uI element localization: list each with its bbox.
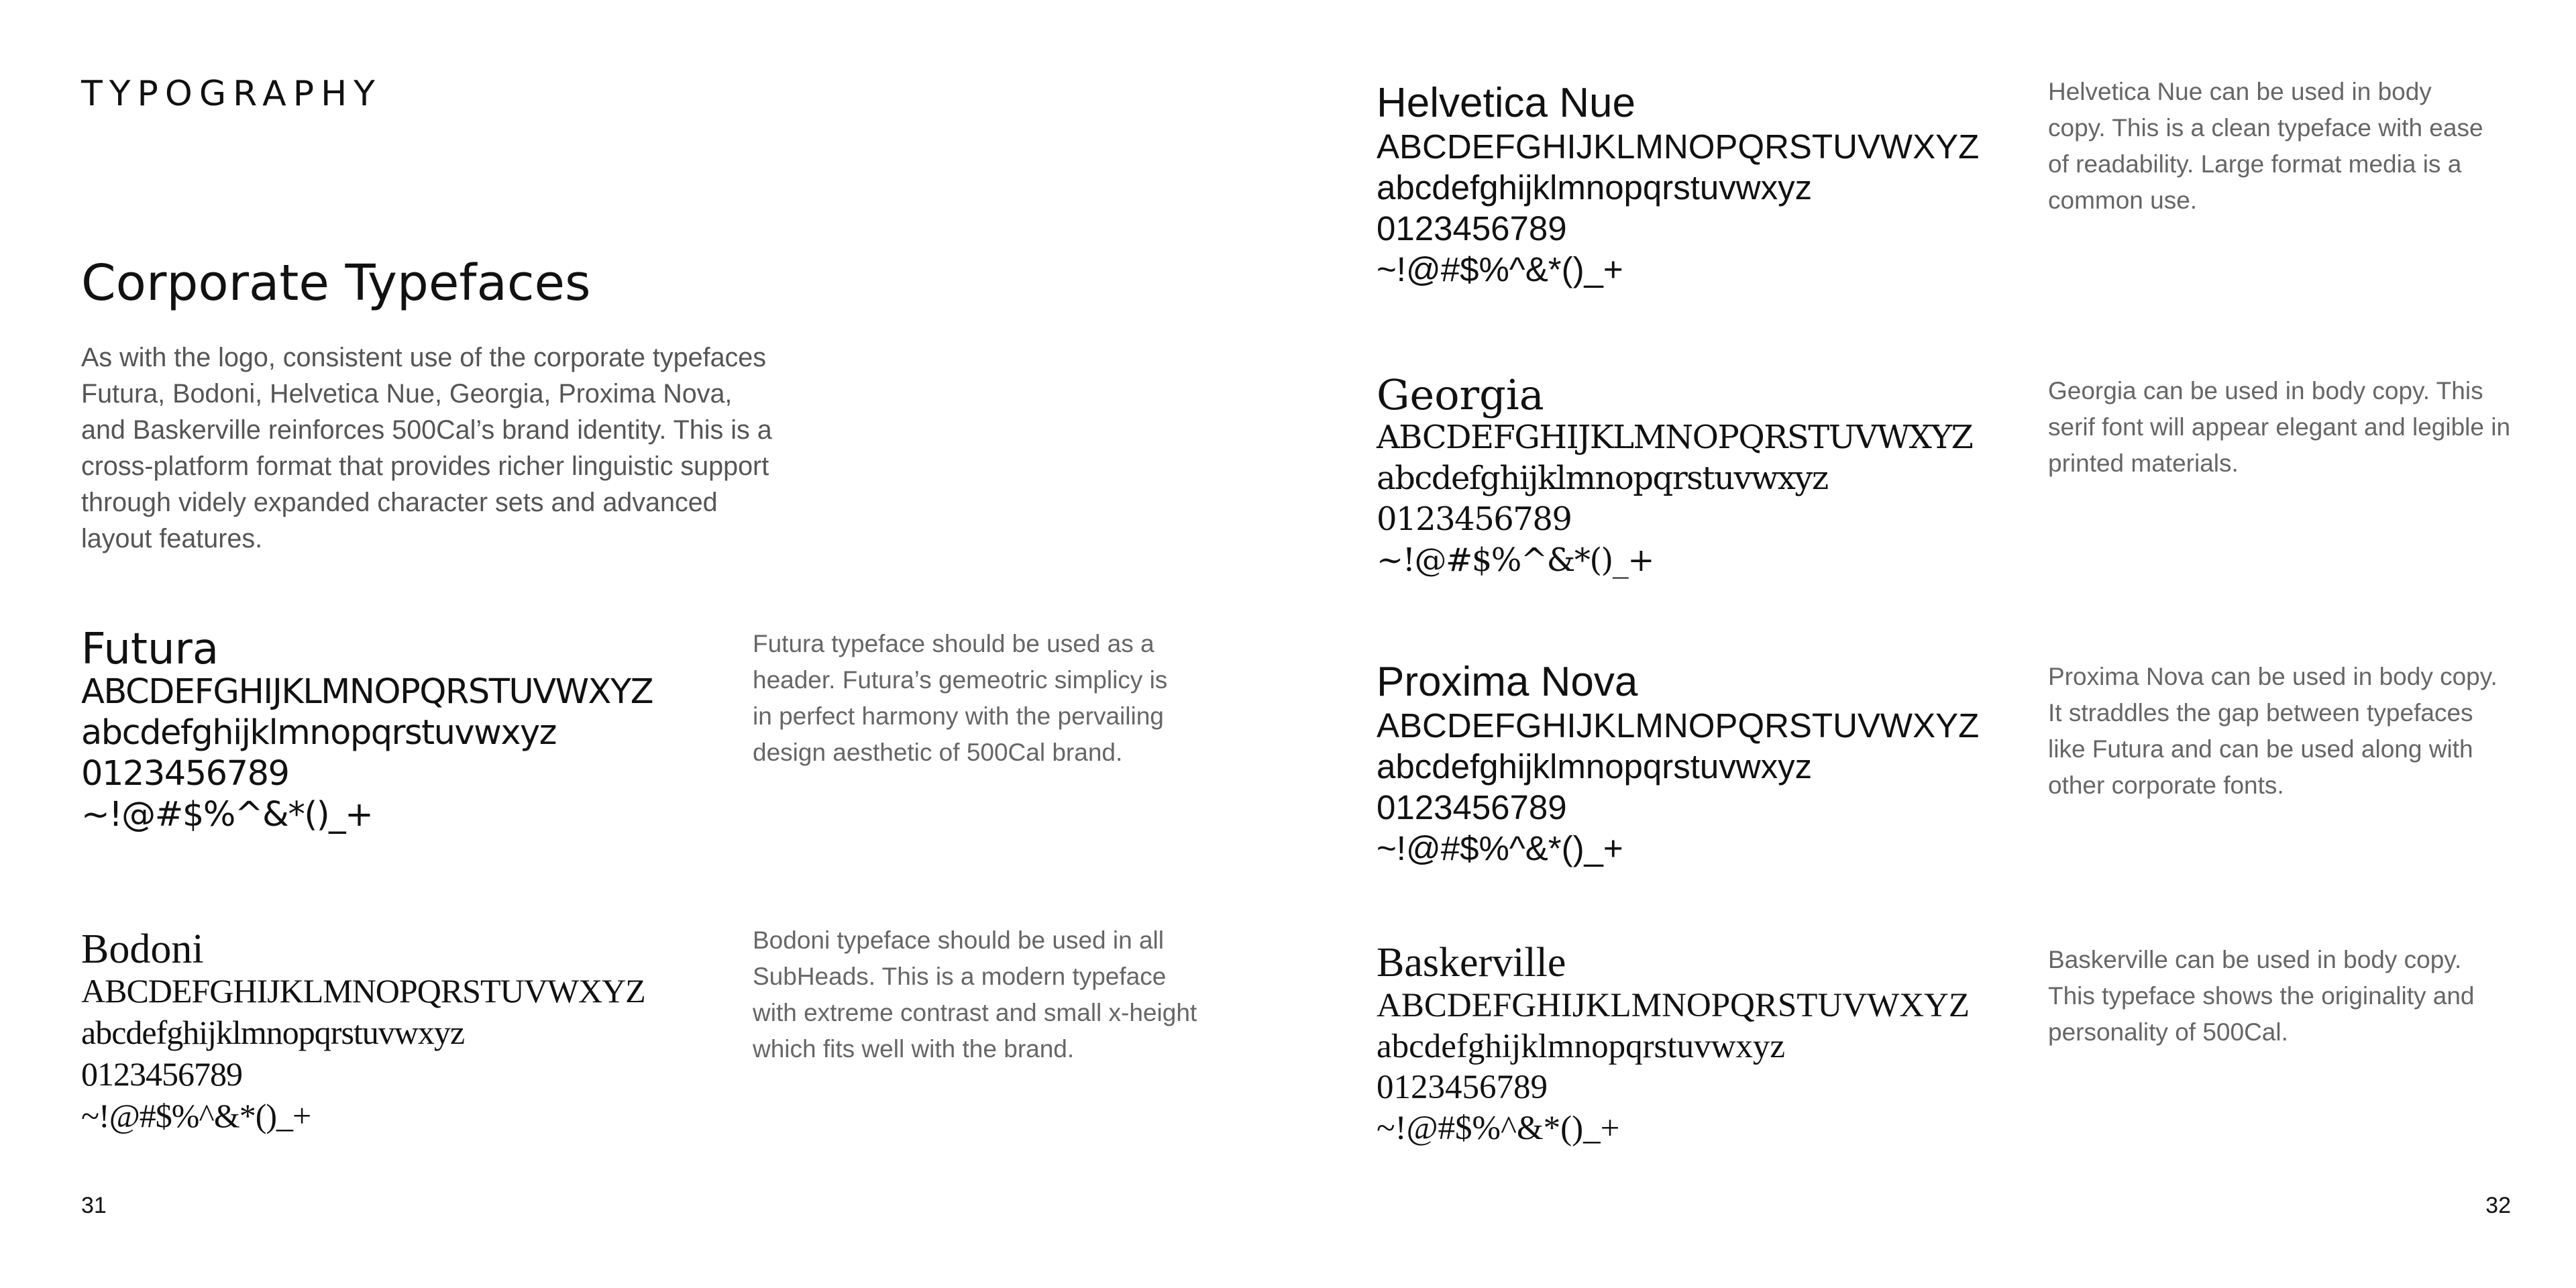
helvetica-specimen [1377,80,1980,293]
typeface-name: Georgia [1377,370,1544,419]
lowercase-sample: abcdefghijklmnopqrstuvwxyz [81,713,556,753]
page-number-left: 31 [81,1193,107,1218]
description-line: design aesthetic of 500Cal brand. [753,739,1123,766]
digits-sample: 0123456789 [1377,1069,1548,1106]
description-line: It straddles the gap between typefaces [2048,699,2473,727]
description-line: printed materials. [2048,449,2239,477]
symbols-sample: ~!@#$%^&*()_+ [1377,1110,1620,1147]
georgia-description [2048,373,2531,482]
lowercase-sample: abcdefghijklmnopqrstuvwxyz [1377,747,1813,786]
digits-sample: 0123456789 [1377,788,1567,826]
page-number-right: 32 [2485,1193,2511,1218]
uppercase-sample: ABCDEFGHIJKLMNOPQRSTUVWXYZ [1377,987,1970,1024]
symbols-sample: ~!@#$%^&*()_+ [1377,829,1623,867]
description-line: in perfect harmony with the pervailing [753,702,1164,730]
uppercase-sample: ABCDEFGHIJKLMNOPQRSTUVWXYZ [1377,706,1980,745]
intro-line: As with the logo, consistent use of the corporate typefaces [81,343,767,372]
description-line: SubHeads. This is a modern typeface [753,963,1167,990]
georgia-specimen [1377,370,1973,585]
intro-line: through videly expanded character sets and advanced [81,488,718,517]
typeface-name: Baskerville [1377,940,1566,985]
proxima-nova-description [2048,659,2531,804]
typeface-name: Bodoni [81,926,204,972]
symbols-sample: ~!@#$%^&*()_+ [81,795,373,835]
lowercase-sample: abcdefghijklmnopqrstuvwxyz [1377,168,1813,207]
proxima-nova-specimen [1377,661,1979,872]
digits-sample: 0123456789 [81,1055,242,1093]
digits-sample: 0123456789 [1377,209,1567,248]
description-line: other corporate fonts. [2048,771,2284,799]
description-line: Proxima Nova can be used in body copy. [2048,663,2498,690]
lowercase-sample: abcdefghijklmnopqrstuvwxyz [1377,1028,1786,1065]
intro-line: cross-platform format that provides richer linguistic support [81,451,769,481]
description-line: Helvetica Nue can be used in body [2048,78,2432,105]
description-line: personality of 500Cal. [2048,1018,2288,1046]
uppercase-sample: ABCDEFGHIJKLMNOPQRSTUVWXYZ [1377,419,1973,456]
bodoni-description [753,922,1236,1067]
description-line: Georgia can be used in body copy. This [2048,377,2483,405]
description-line: Futura typeface should be used as a [753,630,1155,657]
lowercase-sample: abcdefghijklmnopqrstuvwxyz [1377,460,1828,497]
bodoni-specimen [81,928,645,1140]
description-line: copy. This is a clean typeface with ease [2048,114,2483,142]
description-line: with extreme contrast and small x-height [753,999,1197,1026]
uppercase-sample: ABCDEFGHIJKLMNOPQRSTUVWXYZ [1377,127,1980,166]
description-line: serif font will appear elegant and legible in [2048,413,2511,441]
baskerville-description [2048,942,2531,1051]
intro-line: and Baskerville reinforces 500Cal’s brand identity. This is a [81,415,772,445]
description-line: Baskerville can be used in body copy. [2048,946,2462,973]
description-line: header. Futura’s gemeotric simplicy is [753,666,1168,694]
futura-specimen [81,625,653,839]
intro-line: Futura, Bodoni, Helvetica Nue, Georgia, Proxima Nova, [81,379,733,409]
symbols-sample: ~!@#$%^&*()_+ [1377,541,1654,579]
helvetica-description [2048,74,2518,219]
page-heading: Corporate Typefaces [81,254,591,312]
typeface-name: Futura [81,625,219,674]
baskerville-specimen [1377,942,1970,1152]
description-line: like Futura and can be used along with [2048,735,2473,763]
description-line: which fits well with the brand. [753,1035,1075,1063]
futura-description [753,626,1209,771]
lowercase-sample: abcdefghijklmnopqrstuvwxyz [81,1014,465,1051]
description-line: Bodoni typeface should be used in all [753,926,1164,954]
intro-line: layout features. [81,524,263,553]
description-line: common use. [2048,186,2198,214]
symbols-sample: ~!@#$%^&*()_+ [81,1097,311,1134]
symbols-sample: ~!@#$%^&*()_+ [1377,250,1623,288]
description-line: of readability. Large format media is a [2048,150,2462,178]
uppercase-sample: ABCDEFGHIJKLMNOPQRSTUVWXYZ [81,672,653,712]
uppercase-sample: ABCDEFGHIJKLMNOPQRSTUVWXYZ [81,972,645,1010]
typeface-name: Helvetica Nue [1377,80,1635,126]
digits-sample: 0123456789 [81,754,289,794]
typeface-name: Proxima Nova [1377,659,1638,705]
description-line: This typeface shows the originality and [2048,982,2475,1010]
digits-sample: 0123456789 [1377,500,1572,538]
intro-paragraph [81,339,826,557]
section-label: TYPOGRAPHY [81,74,382,114]
